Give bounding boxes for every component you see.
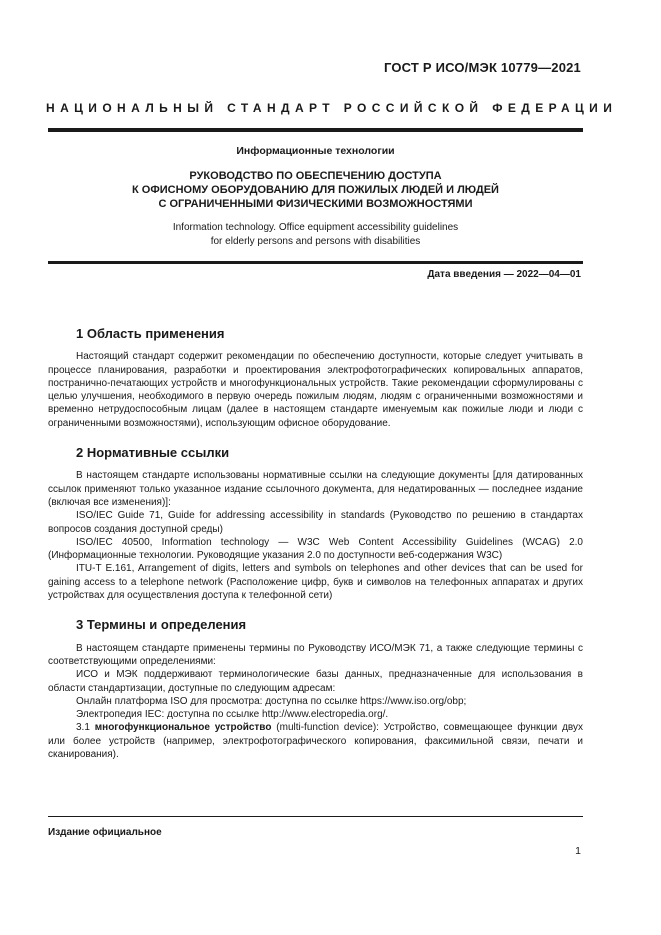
definition-number: 3.1	[76, 722, 90, 734]
english-title-line: Information technology. Office equipment accessibility guidelines	[172, 222, 459, 233]
document-topic: Информационные технологии	[236, 145, 395, 157]
section-terms-definitions	[48, 618, 583, 761]
section-heading: 3 Термины и определения	[76, 617, 247, 633]
paragraph: Онлайн платформа ISO для просмотра: доступна по ссылке https://www.iso.org/obp;	[76, 695, 467, 707]
paragraph: ИСО и МЭК поддерживают терминологические базы данных, предназначенные для использования в области стандартизации, доступные по следующим адресам:	[48, 669, 583, 694]
english-title	[48, 221, 583, 249]
footer-divider	[48, 816, 583, 817]
english-title-line: for elderly persons and persons with disabilities	[210, 236, 421, 247]
page-number: 1	[575, 845, 581, 857]
reference-item: ITU-T E.161, Arrangement of digits, letters and symbols on telephones and other devices that can be used for gaining access to a telephone network (Расположение цифр, букв и символов на телефонных аппаратах и других устройствах для осуществления доступа к телефонной сети)	[48, 563, 583, 602]
title-line: К ОФИСНОМУ ОБОРУДОВАНИЮ ДЛЯ ПОЖИЛЫХ ЛЮДЕЙ И ЛЮДЕЙ	[132, 184, 499, 196]
title-divider	[48, 261, 583, 264]
reference-item: ISO/IEC Guide 71, Guide for addressing accessibility in standards (Руководство по решению в стандартах вопросов создания доступной среды)	[48, 510, 583, 535]
reference-item: ISO/IEC 40500, Information technology — W3C Web Content Accessibility Guidelines (WCAG) 2.0 (Информационные технологии. Руководящие указания 2.0 по доступности веб-содержания W3C)	[48, 536, 583, 562]
title-line: С ОГРАНИЧЕННЫМИ ФИЗИЧЕСКИМИ ВОЗМОЖНОСТЯМИ	[158, 198, 473, 210]
definition-entry	[48, 721, 583, 761]
national-standard-banner: НАЦИОНАЛЬНЫЙ СТАНДАРТ РОССИЙСКОЙ ФЕДЕРАЦИИ	[46, 101, 618, 115]
paragraph: В настоящем стандарте использованы нормативные ссылки на следующие документы [для датированных ссылок применяют только указанное издание ссылочного документа, для недатированных — последнее издание (включая все изменения)]:	[48, 470, 583, 508]
paragraph: В настоящем стандарте применены термины по Руководству ИСО/МЭК 71, а также следующие термины с соответствующими определениями:	[48, 642, 583, 667]
document-body	[48, 327, 583, 761]
definition-term: многофункциональное устройство	[94, 722, 272, 734]
title-line: РУКОВОДСТВО ПО ОБЕСПЕЧЕНИЮ ДОСТУПА	[189, 170, 442, 182]
paragraph: Электропедия IEC: доступна по ссылке http://www.electropedia.org/.	[76, 709, 389, 721]
introduction-date: Дата введения — 2022—04—01	[427, 269, 581, 280]
section-scope	[48, 327, 583, 430]
definition-text: (multi-function device): Устройство, совмещающее функции двух или более устройств (например, электрофотографического копирования, факсимильной связи, печати и сканирования).	[48, 722, 584, 761]
top-divider	[48, 128, 583, 132]
official-edition-label: Издание официальное	[48, 827, 162, 838]
document-title	[48, 169, 583, 211]
document-code: ГОСТ Р ИСО/МЭК 10779—2021	[383, 60, 581, 75]
section-normative-references	[48, 446, 583, 602]
paragraph: Настоящий стандарт содержит рекомендации по обеспечению доступности, которые следует учитывать в процессе планирования, разработки и проектирования электрофотографических копировальных аппаратов, постранично-печатающих устройств и многофункциональных устройств. Такие рекомендации сформулированы с целью улучшения, необходимого в первую очередь пожилым людям, людям с ограниченными возможностями и временно нетрудоспособным лицам (далее в настоящем стандарте именуемым как пожилые люди и люди с ограниченными возможностями), использующим офисное оборудование.	[48, 351, 583, 429]
section-heading: 1 Область применения	[76, 326, 225, 341]
section-heading: 2 Нормативные ссылки	[76, 445, 230, 461]
